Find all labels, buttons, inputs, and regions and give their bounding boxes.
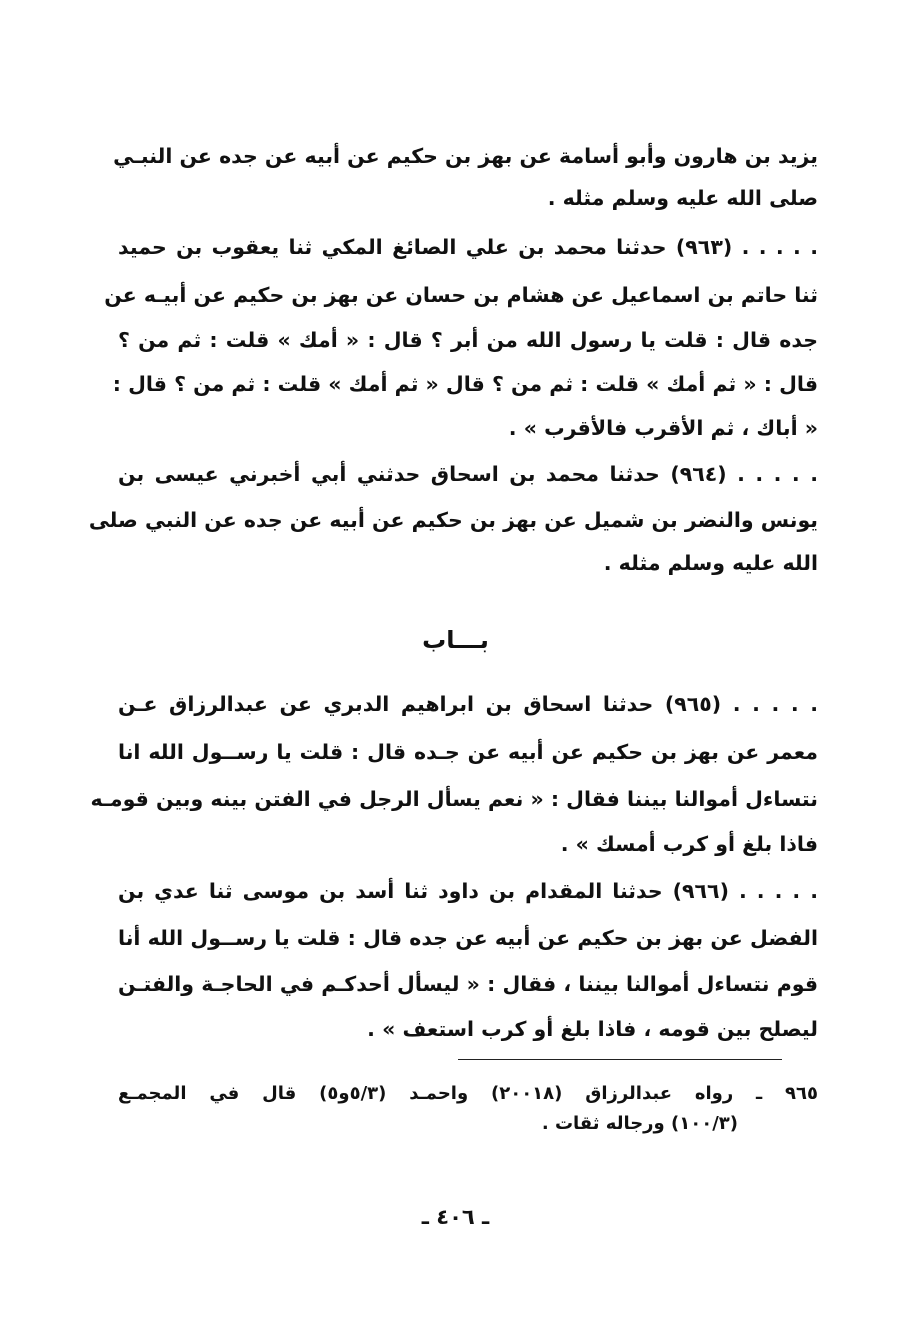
section-heading: بـــاب <box>422 626 489 654</box>
hadith-963-line: . . . . . (٩٦٣) حدثنا محمد بن علي الصائغ المكي ثنا يعقوب بن حميد <box>118 235 818 259</box>
footnote-line: ٩٦٥ ـ رواه عبدالرزاق (٢٠٠١٨) واحمـد (٥/٣و٥) قال في المجمـع <box>118 1083 818 1104</box>
text-line: يزيد بن هارون وأبو أسامة عن بهز بن حكيم عن أبيه عن جده عن النبـي <box>113 144 818 168</box>
text-line: الفضل عن بهز بن حكيم عن أبيه عن جده قال : قلت يا رســول الله أنا <box>118 926 818 950</box>
text-line: قوم نتساءل أموالنا بيننا ، فقال : « ليسأل أحدكـم في الحاجـة والفتـن <box>118 972 818 996</box>
text-line: نتساءل أموالنا بيننا فقال : « نعم يسأل الرجل في الفتن بينه وبين قومـه <box>90 787 818 811</box>
text-line: صلى الله عليه وسلم مثله . <box>547 186 818 210</box>
text-line: قال : « ثم أمك » قلت : ثم من ؟ قال « ثم أمك » قلت : ثم من ؟ قال : <box>112 372 818 396</box>
footnote-line: (١٠٠/٣) ورجاله ثقات . <box>541 1113 738 1134</box>
text-line: معمر عن بهز بن حكيم عن أبيه عن جـده قال : قلت يا رســول الله انا <box>118 740 818 764</box>
text-line: ثنا حاتم بن اسماعيل عن هشام بن حسان عن بهز بن حكيم عن أبيـه عن <box>104 283 818 307</box>
text-line: فاذا بلغ أو كرب أمسك » . <box>560 832 818 856</box>
hadith-964-line: . . . . . (٩٦٤) حدثنا محمد بن اسحاق حدثني أبي أخبرني عيسى بن <box>118 462 818 486</box>
hadith-965-line: . . . . . (٩٦٥) حدثنا اسحاق بن ابراهيم الدبري عن عبدالرزاق عـن <box>118 692 819 716</box>
hadith-966-line: . . . . . (٩٦٦) حدثنا المقدام بن داود ثنا أسد بن موسى ثنا عدي بن <box>118 879 818 903</box>
text-line: ليصلح بين قومه ، فاذا بلغ أو كرب استعف » . <box>367 1017 818 1041</box>
text-line: « أباك ، ثم الأقرب فالأقرب » . <box>508 416 818 440</box>
text-line: جده قال : قلت يا رسول الله من أبر ؟ قال : « أمك » قلت : ثم من ؟ <box>118 328 818 352</box>
footnote-separator <box>458 1059 782 1060</box>
text-line: الله عليه وسلم مثله . <box>603 551 818 575</box>
text-line: يونس والنضر بن شميل عن بهز بن حكيم عن أبيه عن جده عن النبي صلى <box>88 508 818 532</box>
page-number: ـ ٤٠٦ ـ <box>421 1205 490 1229</box>
